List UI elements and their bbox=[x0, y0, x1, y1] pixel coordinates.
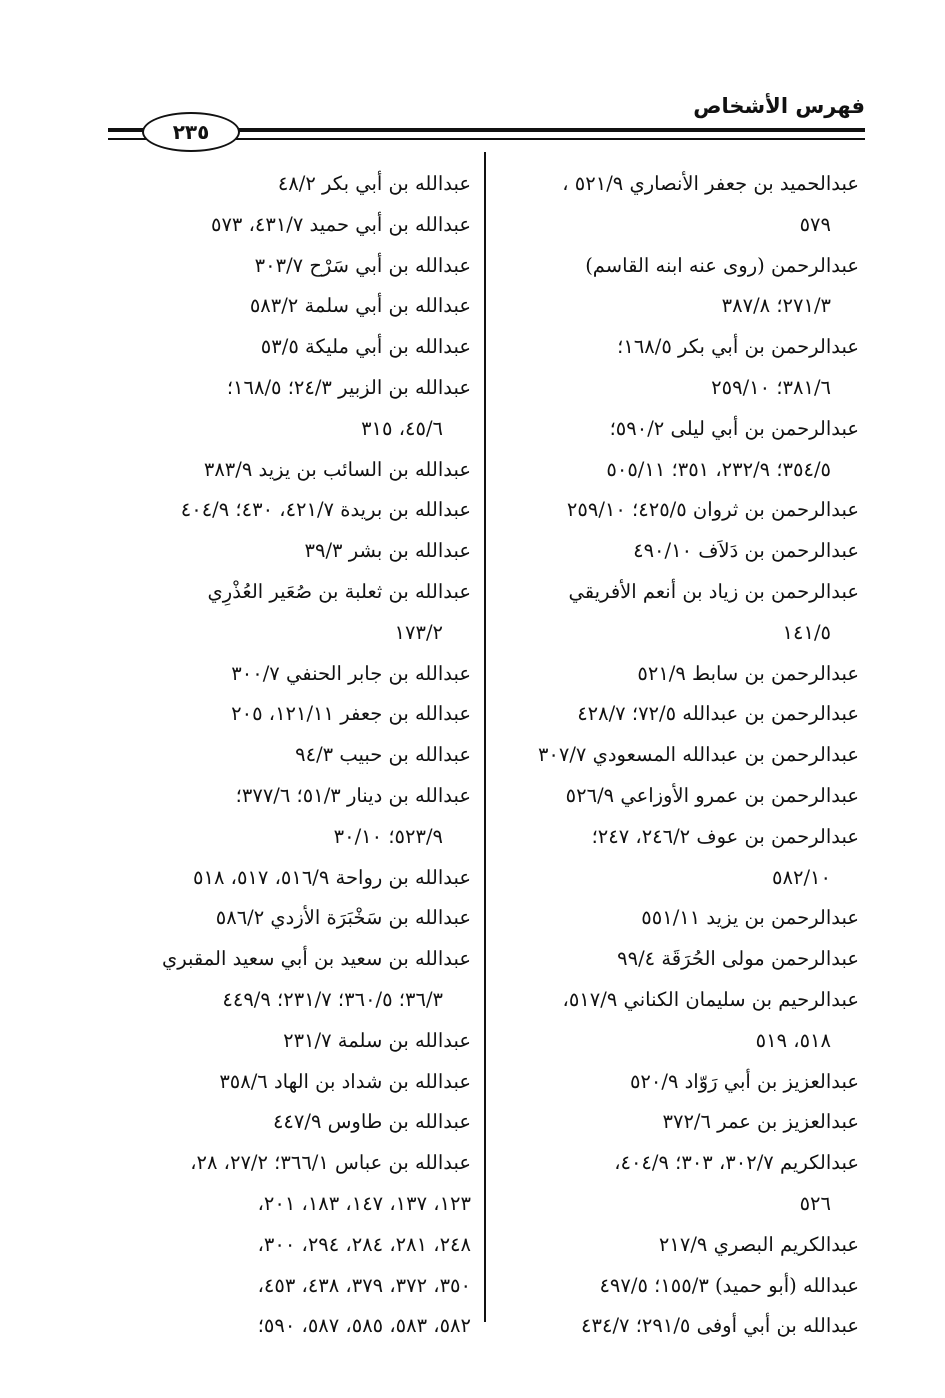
index-line: عبدالرحيم بن سليمان الكناني ٥١٧/٩، bbox=[562, 987, 859, 1011]
index-line: عبدالله بن أبي سلمة ٥٨٣/٢ bbox=[249, 294, 471, 318]
index-line: عبدالله بن الزبير ٢٤/٣؛ ١٦٨/٥؛ bbox=[226, 375, 471, 399]
index-line: عبدالله بن أبي مليكة ٥٣/٥ bbox=[260, 335, 471, 359]
index-column-right bbox=[489, 164, 859, 1347]
index-line: ١٢٣، ١٣٧، ١٤٧، ١٨٣، ٢٠١، bbox=[257, 1191, 471, 1215]
index-line: ٣٦/٣؛ ٣٦٠/٥؛ ٢٣١/٧؛ ٤٤٩/٩ bbox=[222, 987, 443, 1011]
index-line: عبدالرحمن بن دَلاَف ٤٩٠/١٠ bbox=[633, 539, 859, 563]
index-line: ٣٥٠، ٣٧٢، ٣٧٩، ٤٣٨، ٤٥٣، bbox=[257, 1273, 471, 1297]
index-line: عبدالحميد بن جعفر الأنصاري ٥٢١/٩ ، bbox=[562, 172, 859, 195]
index-line: عبدالعزيز بن عمر ٣٧٢/٦ bbox=[662, 1110, 859, 1134]
index-line: ١٤١/٥ bbox=[782, 620, 831, 644]
index-line: عبدالرحمن بن عوف ٢٤٦/٢، ٢٤٧؛ bbox=[591, 824, 859, 848]
index-line: عبدالرحمن بن عمرو الأوزاعي ٥٢٦/٩ bbox=[565, 783, 859, 807]
index-line: عبدالله بن سَخْبَرَة الأزدي ٥٨٦/٢ bbox=[215, 906, 471, 930]
index-line: عبدالله بن بشر ٣٩/٣ bbox=[304, 539, 471, 563]
index-line: عبدالله بن رواحة ٥١٦/٩، ٥١٧، ٥١٨ bbox=[193, 865, 471, 889]
index-column-left bbox=[107, 164, 471, 1347]
page-number-badge: ٢٣٥ bbox=[142, 112, 240, 152]
index-line: ٥٧٩ bbox=[799, 212, 831, 236]
index-line: عبدالله بن حبيب ٩٤/٣ bbox=[295, 743, 471, 767]
index-line: عبدالله بن دينار ٥١/٣؛ ٣٧٧/٦؛ bbox=[235, 783, 471, 807]
index-line: عبدالله بن شداد بن الهاد ٣٥٨/٦ bbox=[219, 1069, 471, 1093]
index-line: عبدالرحمن بن أبي بكر ١٦٨/٥؛ bbox=[617, 335, 859, 359]
column-divider bbox=[484, 152, 486, 1322]
index-line: ١٧٣/٢ bbox=[394, 620, 443, 644]
index-line: ٣٥٤/٥؛ ٢٣٢/٩، ٣٥١؛ ٥٠٥/١١ bbox=[606, 457, 831, 481]
index-line: ٢٤٨، ٢٨١، ٢٨٤، ٢٩٤، ٣٠٠، bbox=[257, 1232, 471, 1256]
index-line: عبدالرحمن مولى الحُرَقَة ٩٩/٤ bbox=[617, 947, 859, 971]
index-line: عبدالله بن أبي بكر ٤٨/٢ bbox=[277, 172, 471, 195]
index-line: عبدالكريم البصري ٢١٧/٩ bbox=[658, 1232, 859, 1256]
index-line: عبدالله بن أبي حميد ٤٣١/٧، ٥٧٣ bbox=[210, 212, 471, 236]
index-line: عبدالرحمن بن عبدالله المسعودي ٣٠٧/٧ bbox=[537, 743, 859, 767]
index-line: ٥٢٣/٩؛ ٣٠/١٠ bbox=[333, 824, 443, 848]
index-line: عبدالرحمن بن ثروان ٤٢٥/٥؛ ٢٥٩/١٠ bbox=[566, 498, 859, 522]
index-line: ٥٨٢/١٠ bbox=[772, 865, 831, 889]
index-line: ٤٥/٦، ٣١٥ bbox=[361, 416, 443, 440]
index-line: عبدالله بن جعفر ١٢١/١١، ٢٠٥ bbox=[231, 702, 471, 726]
index-line: عبدالرحمن بن أبي ليلى ٥٩٠/٢؛ bbox=[609, 416, 859, 440]
index-line: ٥١٨، ٥١٩ bbox=[755, 1028, 831, 1052]
index-line: عبدالله بن سلمة ٢٣١/٧ bbox=[283, 1028, 471, 1052]
index-line: عبدالله بن أبي سَرْح ٣٠٣/٧ bbox=[254, 253, 471, 277]
index-line: عبدالله بن جابر الحنفي ٣٠٠/٧ bbox=[231, 661, 471, 685]
index-line: عبدالله بن السائب بن يزيد ٣٨٣/٩ bbox=[203, 457, 471, 481]
index-line: ٣٨١/٦؛ ٢٥٩/١٠ bbox=[711, 375, 831, 399]
index-line: ٢٧١/٣؛ ٣٨٧/٨ bbox=[721, 294, 831, 318]
index-line: ٥٢٦ bbox=[799, 1191, 831, 1215]
index-line: عبدالله بن عباس ٣٦٦/١؛ ٢٧/٢، ٢٨، bbox=[190, 1151, 471, 1175]
index-line: عبدالعزيز بن أبي رَوّاد ٥٢٠/٩ bbox=[629, 1069, 859, 1093]
index-line: عبدالله (أبو حميد) ١٥٥/٣؛ ٤٩٧/٥ bbox=[599, 1273, 859, 1297]
index-line: عبدالكريم ٣٠٢/٧، ٣٠٣؛ ٤٠٤/٩، bbox=[614, 1151, 859, 1175]
index-line: ٥٨٢، ٥٨٣، ٥٨٥، ٥٨٧، ٥٩٠؛ bbox=[257, 1314, 471, 1338]
index-line: عبدالله بن أبي أوفى ٢٩١/٥؛ ٤٣٤/٧ bbox=[581, 1314, 859, 1338]
index-line: عبدالله بن ثعلبة بن صُعَير العُذْرِي bbox=[207, 579, 471, 603]
index-line: عبدالرحمن بن سابط ٥٢١/٩ bbox=[637, 661, 859, 685]
index-line: عبدالله بن بريدة ٤٢١/٧، ٤٣٠؛ ٤٠٤/٩ bbox=[180, 498, 471, 522]
index-line: عبدالرحمن بن زياد بن أنعم الأفريقي bbox=[568, 579, 859, 603]
index-line: عبدالله بن طاوس ٤٤٧/٩ bbox=[272, 1110, 471, 1134]
index-line: عبدالرحمن بن يزيد ٥٥١/١١ bbox=[641, 906, 859, 930]
index-line: عبدالرحمن بن عبدالله ٧٢/٥؛ ٤٢٨/٧ bbox=[577, 702, 859, 726]
page-title: فهرس الأشخاص bbox=[693, 94, 865, 118]
index-line: عبدالله بن سعيد بن أبي سعيد المقبري bbox=[162, 947, 471, 971]
index-line: عبدالرحمن (روى عنه ابنه القاسم) bbox=[585, 253, 859, 277]
